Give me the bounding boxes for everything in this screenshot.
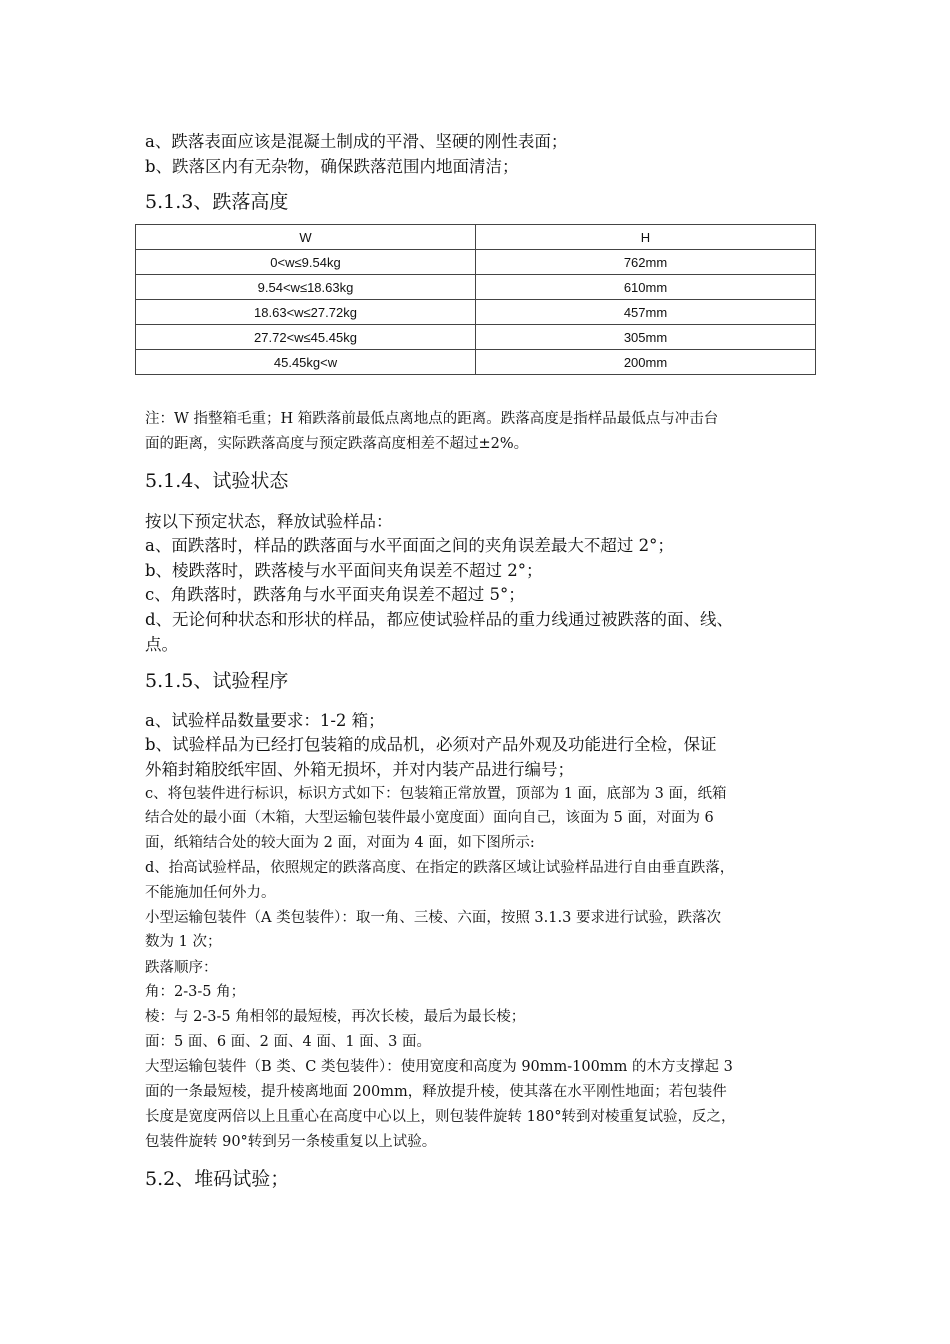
table-cell: 610mm <box>476 275 816 300</box>
list-item: 不能施加任何外力。 <box>145 885 276 901</box>
list-item: 外箱封箱胶纸牢固、外箱无损坏，并对内装产品进行编号； <box>145 760 574 779</box>
section-heading-5-2: 5.2、堆码试验； <box>145 1168 290 1190</box>
note-line-1: 注：W 指整箱毛重；H 箱跌落前最低点离地点的距离。跌落高度是指样品最低点与冲击台 <box>145 411 719 427</box>
list-item: a、面跌落时，样品的跌落面与水平面面之间的夹角误差最大不超过 2°； <box>145 536 674 555</box>
table-row <box>136 275 816 300</box>
paragraph: 按以下预定状态，释放试验样品： <box>145 512 393 531</box>
table-row <box>136 350 816 375</box>
table-cell: 305mm <box>476 325 816 350</box>
section-heading-5-1-4: 5.1.4、试验状态 <box>145 470 289 492</box>
table-cell: 45.45kg<w <box>136 350 476 375</box>
table-row <box>136 325 816 350</box>
table-cell: 457mm <box>476 300 816 325</box>
paragraph: 长度是宽度两倍以上且重心在高度中心以上，则包装件旋转 180°转到对棱重复试验，反之， <box>145 1109 736 1125</box>
paragraph: 数为 1 次； <box>145 934 222 950</box>
list-item: 点。 <box>145 635 178 654</box>
table-header-h: H <box>476 225 816 250</box>
paragraph: 棱：与 2-3-5 角相邻的最短棱，再次长棱，最后为最长棱； <box>145 1009 526 1025</box>
table-row <box>136 300 816 325</box>
table-header-w: W <box>136 225 476 250</box>
list-item: c、角跌落时，跌落角与水平面夹角误差不超过 5°； <box>145 585 525 604</box>
table-cell: 18.63<w≤27.72kg <box>136 300 476 325</box>
intro-item-a: a、跌落表面应该是混凝土制成的平滑、坚硬的刚性表面； <box>145 132 568 151</box>
table-cell: 200mm <box>476 350 816 375</box>
table-header-row <box>136 225 816 250</box>
table-row <box>136 250 816 275</box>
list-item: c、将包装件进行标识，标识方式如下：包装箱正常放置，顶部为 1 面，底部为 3 面，纸箱 <box>145 786 727 802</box>
drop-height-table <box>135 224 816 375</box>
paragraph: 角：2-3-5 角； <box>145 984 246 1000</box>
note-line-2: 面的距离，实际跌落高度与预定跌落高度相差不超过±2%。 <box>145 436 529 452</box>
paragraph: 跌落顺序： <box>145 960 218 976</box>
table-cell: 9.54<w≤18.63kg <box>136 275 476 300</box>
paragraph: 面：5 面、6 面、2 面、4 面、1 面、3 面。 <box>145 1034 432 1050</box>
paragraph: 小型运输包装件（A 类包装件）：取一角、三棱、六面，按照 3.1.3 要求进行试验，跌落次 <box>145 910 721 926</box>
list-item: b、试验样品为已经打包装箱的成品机，必须对产品外观及功能进行全检，保证 <box>145 735 717 754</box>
list-item: d、无论何种状态和形状的样品，都应使试验样品的重力线通过被跌落的面、线、 <box>145 610 734 629</box>
intro-item-b: b、跌落区内有无杂物，确保跌落范围内地面清洁； <box>145 157 519 176</box>
table-cell: 0<w≤9.54kg <box>136 250 476 275</box>
paragraph: 包装件旋转 90°转到另一条棱重复以上试验。 <box>145 1134 437 1150</box>
paragraph: 大型运输包装件（B 类、C 类包装件）：使用宽度和高度为 90mm-100mm 的木方支撑起 3 <box>145 1059 733 1075</box>
paragraph: 面的一条最短棱，提升棱离地面 200mm，释放提升棱，使其落在水平刚性地面；若包装件 <box>145 1084 727 1100</box>
list-item: a、试验样品数量要求：1-2 箱； <box>145 711 385 730</box>
list-item: d、抬高试验样品，依照规定的跌落高度、在指定的跌落区域让试验样品进行自由垂直跌落， <box>145 860 735 876</box>
section-heading-5-1-3: 5.1.3、跌落高度 <box>145 191 289 213</box>
list-item: 结合处的最小面（木箱，大型运输包装件最小宽度面）面向自己，该面为 5 面，对面为 6 <box>145 810 714 826</box>
list-item: 面，纸箱结合处的较大面为 2 面，对面为 4 面，如下图所示: <box>145 835 535 851</box>
list-item: b、棱跌落时，跌落棱与水平面间夹角误差不超过 2°； <box>145 561 543 580</box>
section-heading-5-1-5: 5.1.5、试验程序 <box>145 670 289 692</box>
table-cell: 27.72<w≤45.45kg <box>136 325 476 350</box>
table-cell: 762mm <box>476 250 816 275</box>
